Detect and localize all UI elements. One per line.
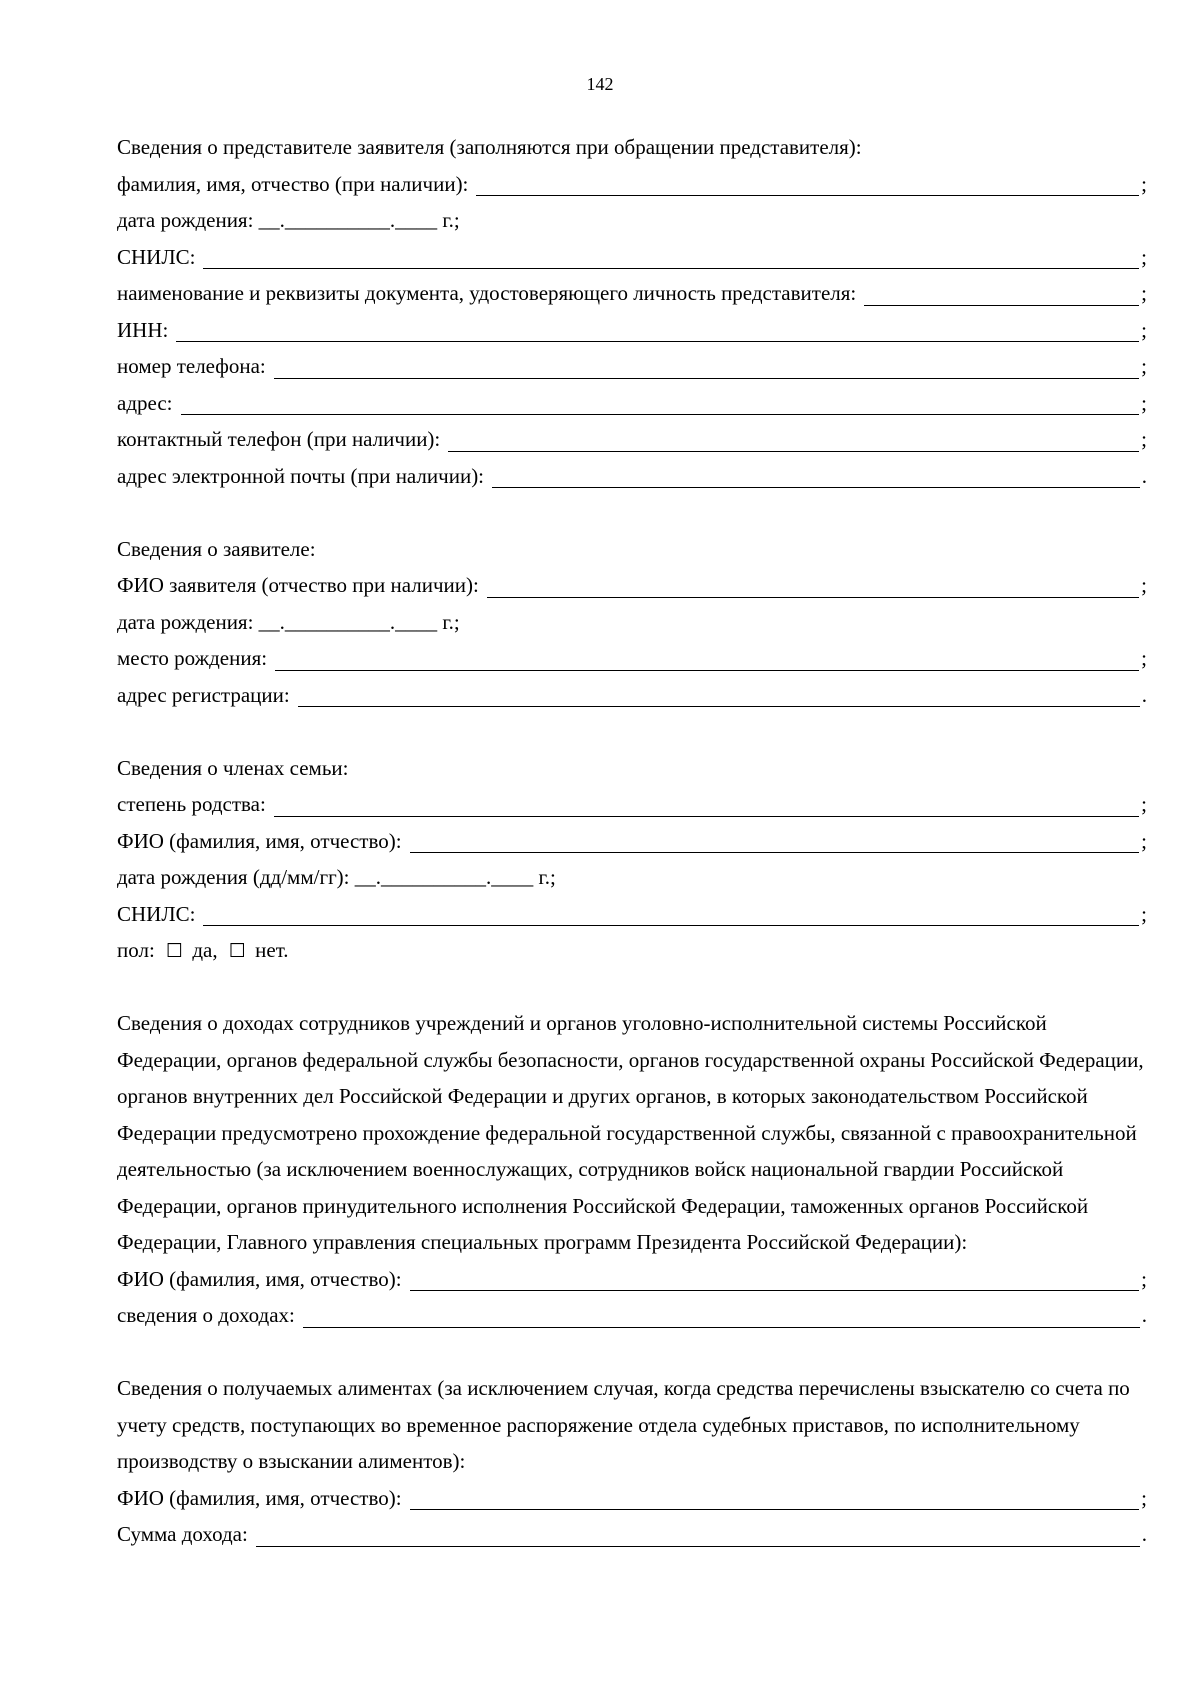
semicolon: ; <box>1141 1266 1147 1291</box>
rep-snils-label: СНИЛС: <box>117 244 196 269</box>
rep-contact-phone-row <box>117 421 1147 458</box>
applicant-heading: Сведения о заявителе: <box>117 536 316 561</box>
checkbox-yes[interactable]: ☐ <box>166 940 184 962</box>
semicolon: ; <box>1141 792 1147 816</box>
alimony-fio-field[interactable] <box>410 1491 1140 1510</box>
applicant-birthplace-field[interactable] <box>275 652 1139 671</box>
rep-email-row <box>117 458 1147 495</box>
representative-heading: Сведения о представителе заявителя (заполняются при обращении представителя): <box>117 135 862 159</box>
rep-inn-label: ИНН: <box>117 317 169 342</box>
alimony-fio-row <box>117 1480 1147 1517</box>
applicant-birth-date-field[interactable]: дата рождения: __.__________.____ г.; <box>117 609 460 634</box>
option-no-label: нет. <box>255 938 289 962</box>
rep-email-label: адрес электронной почты (при наличии): <box>117 463 485 488</box>
rep-snils-row <box>117 239 1147 276</box>
rep-address-row <box>117 385 1147 422</box>
semicolon: ; <box>1141 573 1147 597</box>
page-number: 142 <box>586 74 614 94</box>
period: . <box>1141 1522 1147 1546</box>
income-info-row <box>117 1297 1147 1334</box>
semicolon: ; <box>1141 427 1147 451</box>
applicant-birthplace-label: место рождения: <box>117 646 268 670</box>
alimony-sum-field[interactable] <box>256 1528 1140 1547</box>
section-spacer <box>117 494 1147 531</box>
rep-id-document-row <box>117 275 1147 312</box>
period: . <box>1141 463 1147 488</box>
rep-contact-phone-field[interactable] <box>448 433 1139 452</box>
rep-phone-label: номер телефона: <box>117 354 266 378</box>
income-fio-field[interactable] <box>410 1272 1140 1291</box>
rep-fio-label: фамилия, имя, отчество (при наличии): <box>117 171 469 196</box>
family-gender-row <box>117 932 1147 969</box>
family-relation-row <box>117 786 1147 823</box>
applicant-birthplace-row <box>117 640 1147 677</box>
rep-id-document-field[interactable] <box>864 287 1139 306</box>
family-relation-label: степень родства: <box>117 792 266 816</box>
section-spacer <box>117 713 1147 750</box>
rep-address-label: адрес: <box>117 390 173 415</box>
applicant-fio-field[interactable] <box>487 579 1139 598</box>
rep-birth-date-field[interactable]: дата рождения: __.__________.____ г.; <box>117 208 460 232</box>
income-info-field[interactable] <box>303 1309 1140 1328</box>
semicolon: ; <box>1141 354 1147 378</box>
rep-phone-row <box>117 348 1147 385</box>
alimony-description: Сведения о получаемых алиментах (за исключением случая, когда средства перечислены взыскателю со счета по учету средств, поступающих во временное распоряжение отдела судебных приставов, по исполнительному производству о взыскании алиментов): <box>117 1376 1130 1473</box>
family-fio-field[interactable] <box>410 834 1140 853</box>
checkbox-no[interactable]: ☐ <box>228 940 246 962</box>
gender-label: пол: <box>117 938 155 962</box>
semicolon: ; <box>1141 1485 1147 1510</box>
rep-id-document-label: наименование и реквизиты документа, удостоверяющего личность представителя: <box>117 281 857 305</box>
applicant-reg-address-label: адрес регистрации: <box>117 682 290 707</box>
rep-email-field[interactable] <box>492 469 1140 488</box>
semicolon: ; <box>1141 281 1147 305</box>
income-description: Сведения о доходах сотрудников учреждений и органов уголовно-исполнительной системы Российской Федерации, органов федеральной службы безопасности, органов государственной охраны Российской Федерации, органов внутренних дел Российской Федерации и других органов, в которых законодательством Российской Федерации предусмотрено прохождение федеральной государственной службы, связанной с правоохранительной деятельностью (за исключением военнослужащих, сотрудников войск национальной гвардии Российской Федерации, органов принудительного исполнения Российской Федерации, таможенных органов Российской Федерации, Главного управления специальных программ Президента Российской Федерации): <box>117 1011 1144 1254</box>
semicolon: ; <box>1141 171 1147 196</box>
rep-contact-phone-label: контактный телефон (при наличии): <box>117 427 441 451</box>
semicolon: ; <box>1141 901 1147 926</box>
family-fio-label: ФИО (фамилия, имя, отчество): <box>117 828 402 853</box>
semicolon: ; <box>1141 390 1147 415</box>
alimony-sum-row <box>117 1516 1147 1553</box>
applicant-fio-label: ФИО заявителя (отчество при наличии): <box>117 573 479 597</box>
section-spacer <box>117 969 1147 1006</box>
family-snils-label: СНИЛС: <box>117 901 196 926</box>
semicolon: ; <box>1141 828 1147 853</box>
semicolon: ; <box>1141 244 1147 269</box>
rep-fio-row <box>117 166 1147 203</box>
rep-fio-field[interactable] <box>476 177 1139 196</box>
period: . <box>1141 1303 1147 1327</box>
family-snils-row <box>117 896 1147 933</box>
section-spacer <box>117 1334 1147 1371</box>
rep-inn-field[interactable] <box>176 323 1139 342</box>
option-yes-label: да, <box>192 938 218 962</box>
income-info-label: сведения о доходах: <box>117 1303 295 1327</box>
alimony-sum-label: Сумма дохода: <box>117 1522 248 1546</box>
family-relation-field[interactable] <box>274 798 1139 817</box>
income-fio-row <box>117 1261 1147 1298</box>
family-snils-field[interactable] <box>203 907 1139 926</box>
form-content <box>117 129 1147 1553</box>
income-fio-label: ФИО (фамилия, имя, отчество): <box>117 1266 402 1291</box>
semicolon: ; <box>1141 317 1147 342</box>
family-fio-row <box>117 823 1147 860</box>
semicolon: ; <box>1141 646 1147 670</box>
period: . <box>1141 682 1147 707</box>
applicant-fio-row <box>117 567 1147 604</box>
rep-inn-row <box>117 312 1147 349</box>
applicant-reg-address-row <box>117 677 1147 714</box>
rep-snils-field[interactable] <box>203 250 1139 269</box>
applicant-reg-address-field[interactable] <box>298 688 1140 707</box>
rep-address-field[interactable] <box>181 396 1140 415</box>
rep-phone-field[interactable] <box>274 360 1139 379</box>
alimony-fio-label: ФИО (фамилия, имя, отчество): <box>117 1485 402 1510</box>
family-heading: Сведения о членах семьи: <box>117 755 349 780</box>
family-birth-date-field[interactable]: дата рождения (дд/мм/гг): __.__________.____ г.; <box>117 865 556 889</box>
